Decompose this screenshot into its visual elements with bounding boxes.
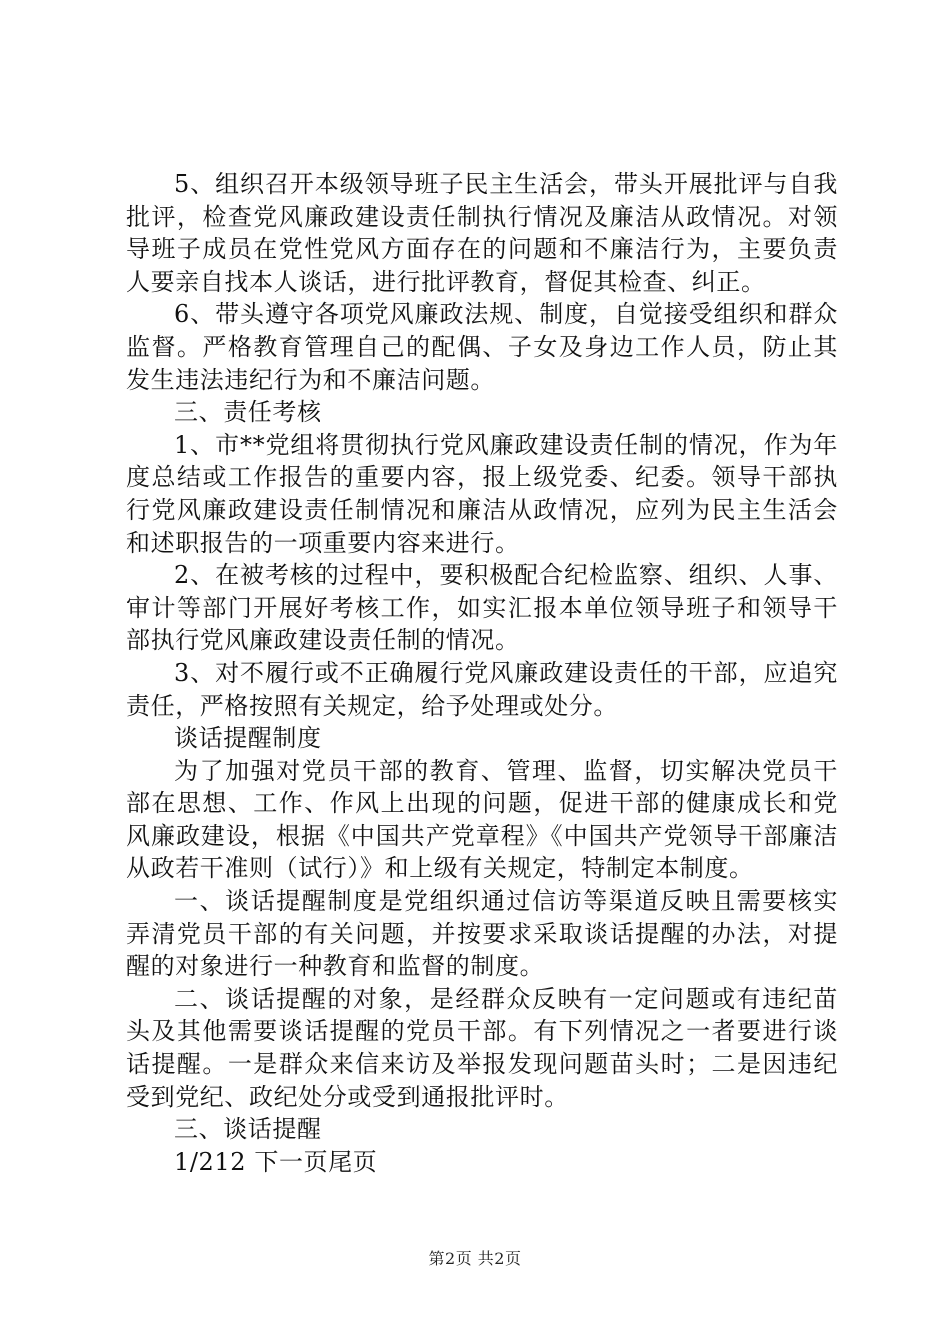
paragraph-item-6: 6、带头遵守各项党风廉政法规、制度，自觉接受组织和群众监督。严格教育管理自己的配偶、子女及身边工作人员，防止其发生违法违纪行为和不廉洁问题。 (126, 300, 838, 394)
section-heading-responsibility-assessment: 三、责任考核 (174, 398, 322, 427)
paragraph-part-2: 二、谈话提醒的对象，是经群众反映有一定问题或有违纪苗头及其他需要谈话提醒的党员干部。有下列情况之一者要进行谈话提醒。一是群众来信来访及举报发现问题苗头时；二是因违纪受到党纪、政纪处分或受到通报批评时。 (126, 984, 838, 1111)
section-heading-talk-reminder-system: 谈话提醒制度 (174, 724, 322, 753)
paragraph-assessment-1: 1、市**党组将贯彻执行党风廉政建设责任制的情况，作为年度总结或工作报告的重要内容，报上级党委、纪委。领导干部执行党风廉政建设责任制情况和廉洁从政情况，应列为民主生活会和述职报告的一项重要内容来进行。 (126, 430, 838, 557)
paragraph-intro: 为了加强对党员干部的教育、管理、监督，切实解决党员干部在思想、工作、作风上出现的问题，促进干部的健康成长和党风廉政建设，根据《中国共产党章程》《中国共产党领导干部廉洁从政若干准则（试行）》和上级有关规定，特制定本制度。 (126, 756, 838, 883)
paragraph-part-1: 一、谈话提醒制度是党组织通过信访等渠道反映且需要核实弄清党员干部的有关问题，并按要求采取谈话提醒的办法，对提醒的对象进行一种教育和监督的制度。 (126, 887, 838, 981)
section-heading-talk-reminder: 三、谈话提醒 (174, 1115, 322, 1144)
paragraph-assessment-3: 3、对不履行或不正确履行党风廉政建设责任的干部，应追究责任，严格按照有关规定，给予处理或处分。 (126, 658, 838, 720)
pager-links[interactable]: 1/212 下一页尾页 (174, 1147, 378, 1176)
document-body (126, 168, 838, 1178)
page-number-footer: 第2页 共2页 (428, 1249, 522, 1268)
paragraph-item-5: 5、组织召开本级领导班子民主生活会，带头开展批评与自我批评，检查党风廉政建设责任制执行情况及廉洁从政情况。对领导班子成员在党性党风方面存在的问题和不廉洁行为，主要负责人要亲自找本人谈话，进行批评教育，督促其检查、纠正。 (126, 170, 838, 296)
paragraph-assessment-2: 2、在被考核的过程中，要积极配合纪检监察、组织、人事、审计等部门开展好考核工作，如实汇报本单位领导班子和领导干部执行党风廉政建设责任制的情况。 (126, 561, 838, 655)
